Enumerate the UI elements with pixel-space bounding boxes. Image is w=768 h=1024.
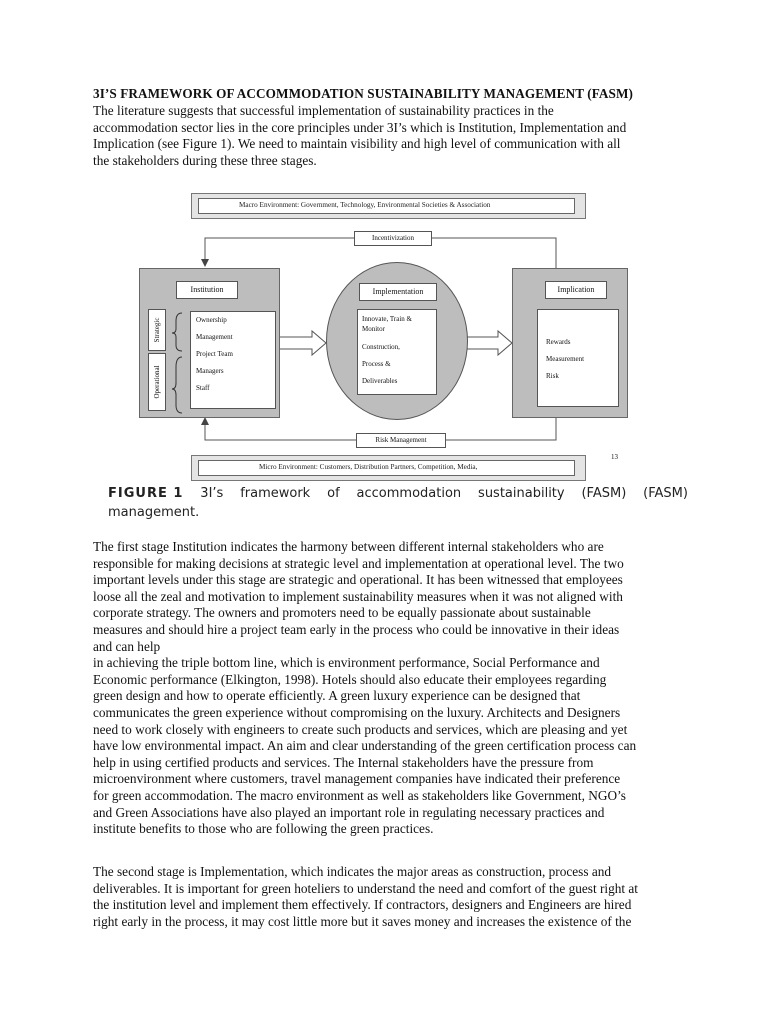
text-line: need to work closely with engineers to create such products and services, which are pleasing and yet xyxy=(93,721,628,737)
text-line: The literature suggests that successful implementation of sustainability practices in the xyxy=(93,103,554,118)
micro-environment-box xyxy=(191,455,586,481)
implementation-ellipse xyxy=(326,262,468,420)
text-line: loose all the zeal and motivation to implement sustainability measures when it was not aligned with xyxy=(93,588,623,604)
macro-label: Macro Environment: Government, Technology, Environmental Societies & Association xyxy=(239,201,491,209)
text-line: the institution level and implement them effectively. If contractors, designers and Engineers are hired xyxy=(93,897,632,913)
text-line: and can help xyxy=(93,638,161,654)
implication-title: Implication xyxy=(545,281,607,299)
list-item: Process & xyxy=(362,360,391,368)
section-heading: 3I’S FRAMEWORK OF ACCOMMODATION SUSTAINABILITY MANAGEMENT (FASM) xyxy=(93,86,634,101)
list-item: Staff xyxy=(196,384,210,392)
text-line: responsible for making decisions at strategic level and implementation at operational level. The two xyxy=(93,555,624,571)
text-line: corporate strategy. The owners and promoters need to be equally passionate about sustainable xyxy=(93,605,591,621)
list-item: Rewards xyxy=(546,338,571,346)
arrow-implementation-implication xyxy=(466,331,512,355)
caption-line-1 xyxy=(108,484,688,503)
text-line: right early in the process, it may cost little more but it saves money and increases the existence of the xyxy=(93,913,632,929)
institution-title: Institution xyxy=(176,281,238,299)
list-item: Innovate, Train & xyxy=(362,315,412,323)
incentive-line-right xyxy=(430,238,556,268)
institution-panel xyxy=(139,268,280,418)
implementation-list-box xyxy=(357,309,437,395)
brace-shapes xyxy=(170,309,190,419)
implementation-title: Implementation xyxy=(359,283,437,301)
second-stage-paragraph xyxy=(93,864,693,930)
text-line: measures and should hire a project team early in the process who could be innovative in their ideas xyxy=(93,621,620,637)
text-line: important levels under this stage are strategic and operational. It has been witnessed that employees xyxy=(93,572,623,588)
operational-text: Operational xyxy=(153,365,161,399)
micro-inner xyxy=(198,460,575,476)
caption-word: of xyxy=(327,486,340,501)
arrow-institution-implementation xyxy=(278,331,326,355)
caption-word: framework xyxy=(240,486,311,501)
list-item: Measurement xyxy=(546,355,585,363)
text-line: for green accommodation. The macro environment as well as stakeholders like Government, NGO’s xyxy=(93,787,626,803)
operational-label xyxy=(148,353,166,411)
text-line: The second stage is Implementation, which indicates the major areas as construction, process and xyxy=(93,864,612,879)
caption-word: (FASM) xyxy=(643,486,688,501)
risk-line-left xyxy=(205,418,356,440)
text-line: have low environmental impact. An aim and clear understanding of the green certification process can xyxy=(93,738,637,754)
text-line: Economic performance (Elkington, 1998). Hotels should also educate their employees regarding xyxy=(93,671,607,687)
text-line: help in using certified products and services. The Internal stakeholders have the pressure from xyxy=(93,754,594,770)
list-item: Monitor xyxy=(362,325,385,333)
incentivization-label: Incentivization xyxy=(354,231,432,246)
strategic-text: Strategic xyxy=(153,317,161,343)
macro-environment-box xyxy=(191,193,586,219)
figure-page-number: 13 xyxy=(611,453,618,461)
list-item: Project Team xyxy=(196,350,233,358)
list-item: Management xyxy=(196,333,233,341)
list-item: Managers xyxy=(196,367,224,375)
text-line: the stakeholders during these three stages. xyxy=(93,152,317,168)
macro-inner xyxy=(198,198,575,214)
caption-word: 3I’s xyxy=(200,486,224,501)
text-line: and Green Associations have also played an important role in regulating necessary practices and xyxy=(93,804,605,820)
caption-label: FIGURE 1 xyxy=(108,486,184,501)
list-item: Ownership xyxy=(196,316,227,324)
text-line: institute benefits to those who are following the green practices. xyxy=(93,821,434,837)
text-line: green design and how to operate efficiently. A green luxury experience can be designed that xyxy=(93,688,581,704)
risk-line-right xyxy=(444,416,556,440)
caption-word: (FASM) xyxy=(581,486,627,501)
implication-panel xyxy=(512,268,628,418)
text-line: microenvironment where customers, travel management companies have indicated their preference xyxy=(93,771,621,787)
incentive-line-left xyxy=(205,238,354,266)
text-line: accommodation sector lies in the core principles under 3I’s which is Institution, Implementation and xyxy=(93,119,627,135)
institution-list-box xyxy=(190,311,276,409)
list-item: Risk xyxy=(546,372,559,380)
caption-word: sustainability xyxy=(478,486,565,501)
implication-list-box xyxy=(537,309,619,407)
first-stage-paragraph xyxy=(93,539,693,838)
strategic-label xyxy=(148,309,166,351)
list-item: Deliverables xyxy=(362,377,398,385)
risk-management-label: Risk Management xyxy=(356,433,446,448)
list-item: Construction, xyxy=(362,343,400,351)
caption-line-2: management. xyxy=(108,505,200,520)
micro-label: Micro Environment: Customers, Distribution Partners, Competition, Media, xyxy=(259,463,478,471)
caption-word: accommodation xyxy=(356,486,462,501)
text-line: Implication (see Figure 1). We need to maintain visibility and high level of communication with all xyxy=(93,136,621,152)
text-line: deliverables. It is important for green hoteliers to understand the need and comfort of the guest right at xyxy=(93,880,639,896)
figure-caption xyxy=(108,484,688,522)
text-line: communicates the green experience without compromising on the luxury. Architects and Designers xyxy=(93,704,621,720)
text-line: in achieving the triple bottom line, which is environment performance, Social Performance and xyxy=(93,655,600,671)
text-line: The first stage Institution indicates the harmony between different internal stakeholders who are xyxy=(93,539,604,554)
